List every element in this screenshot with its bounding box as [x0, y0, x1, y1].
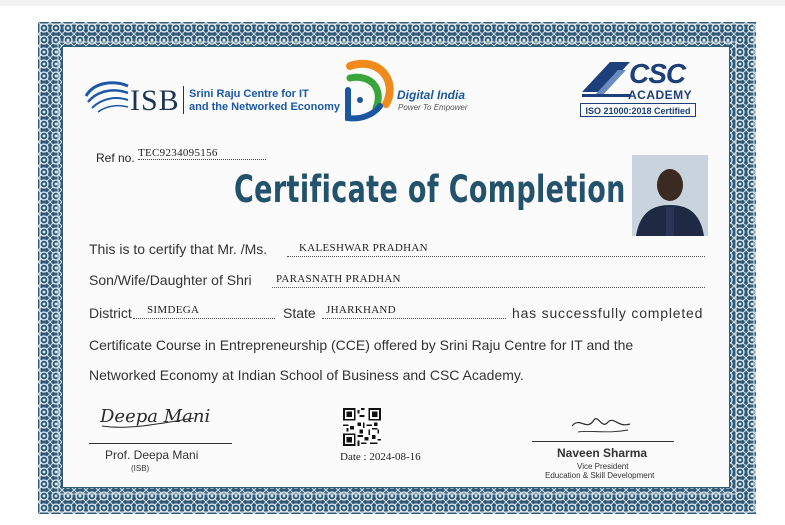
digital-india-title: Digital India [397, 88, 466, 102]
date-value: 2024-08-16 [369, 451, 421, 463]
district-label: District [89, 305, 132, 321]
isb-logo-icon [84, 76, 130, 114]
left-signatory-org: (ISB) [131, 464, 150, 473]
right-signatory-name: Naveen Sharma [557, 446, 648, 460]
institution-text: Networked Economy at Indian School of Business and CSC Academy. [89, 367, 524, 383]
state-label: State [283, 305, 316, 321]
relation-text: Son/Wife/Daughter of Shri [89, 272, 252, 288]
date-label: Date : [340, 451, 367, 463]
state-dotted-line [322, 318, 506, 319]
ref-number: TEC9234095156 [138, 147, 218, 159]
isb-subtitle-1: Srini Raju Centre for IT [189, 88, 309, 100]
signature-text: Deepa Mani [100, 406, 211, 427]
certificate-title: Certificate of Completion [234, 168, 626, 211]
district-value: SIMDEGA [147, 304, 200, 316]
qr-code [343, 408, 381, 446]
digital-india-tagline: Power To Empower [398, 103, 468, 112]
isb-logo-text: ISB [130, 84, 180, 117]
district-dotted-line [133, 318, 275, 319]
recipient-name: KALESHWAR PRADHAN [299, 242, 428, 254]
deepa-mani-signature [98, 398, 211, 432]
naveen-sharma-signature [568, 410, 634, 440]
left-signatory-name: Prof. Deepa Mani [105, 448, 199, 462]
recipient-photo-image [632, 155, 708, 236]
completed-text: has successfully completed [512, 305, 704, 321]
parent-dotted-line [272, 287, 705, 288]
course-text: Certificate Course in Entrepreneurship (CCE) offered by Srini Raju Centre for IT and the [89, 337, 634, 353]
right-signatory-dept: Education & Skill Development [545, 471, 655, 480]
csc-logo-icon [580, 56, 632, 100]
parent-name: PARASNATH PRADHAN [276, 273, 401, 285]
isb-separator [183, 86, 184, 114]
csc-iso-badge: ISO 21000:2018 Certified [580, 103, 696, 117]
name-dotted-line [287, 256, 705, 257]
ref-label: Ref no. [96, 151, 135, 165]
digital-india-logo-icon [340, 58, 398, 124]
issue-date [340, 451, 421, 463]
right-signature-line [532, 441, 674, 442]
recipient-photo [632, 155, 708, 236]
isb-subtitle-2: and the Networked Economy [189, 101, 340, 113]
left-signature-line [89, 443, 232, 444]
csc-academy-text: ACADEMY [628, 88, 693, 102]
right-signatory-title: Vice President [577, 462, 629, 471]
csc-logo-text: CSC [629, 58, 686, 89]
state-value: JHARKHAND [326, 304, 396, 316]
ref-dotted-line [138, 159, 266, 160]
certify-text: This is to certify that Mr. /Ms. [89, 241, 268, 257]
